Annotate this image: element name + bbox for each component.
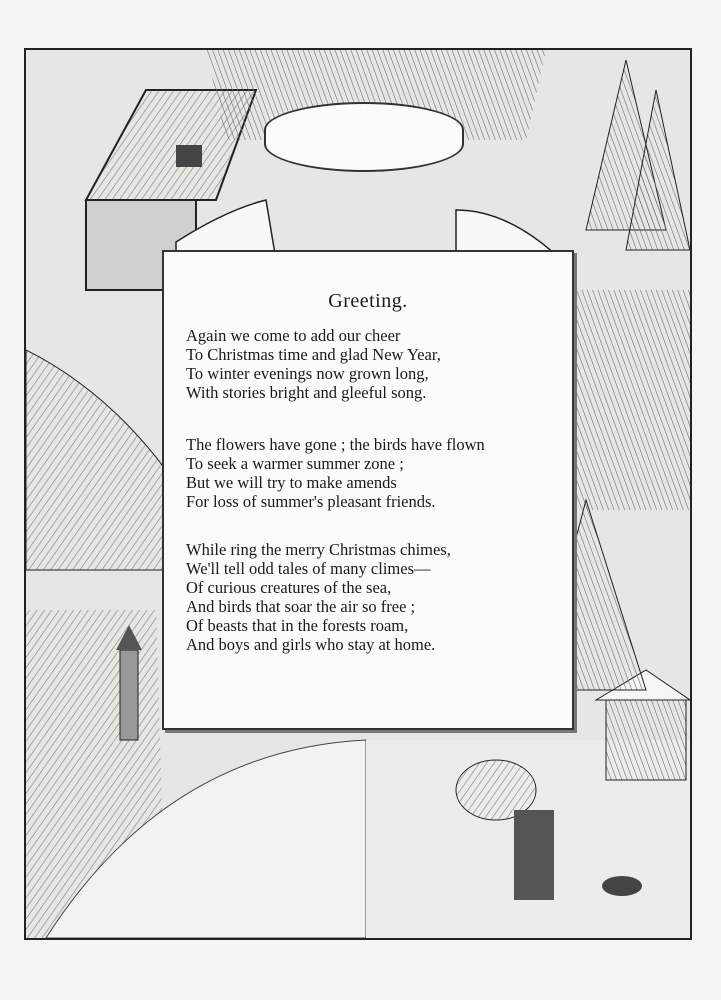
poem-line: But we will try to make amends	[186, 473, 397, 492]
title-banner	[264, 102, 464, 172]
poem-line: While ring the merry Christmas chimes,	[186, 540, 451, 559]
stanza-1	[186, 326, 558, 402]
poem-line: Of beasts that in the forests roam,	[186, 616, 409, 635]
poem-line: To winter evenings now grown long,	[186, 364, 429, 383]
poem-title: Greeting.	[328, 290, 408, 312]
poem-line: To Christmas time and glad New Year,	[186, 345, 441, 364]
stanza-3	[186, 540, 558, 654]
poem-line: And birds that soar the air so free ;	[186, 597, 416, 616]
poem-line: Of curious creatures of the sea,	[186, 578, 392, 597]
poem-line: We'll tell odd tales of many climes—	[186, 559, 431, 578]
engraving-frame	[24, 48, 692, 940]
poem-line: To seek a warmer summer zone ;	[186, 454, 404, 473]
poem-scroll	[162, 250, 574, 730]
poem-line: For loss of summer's pleasant friends.	[186, 492, 436, 511]
poem-line: And boys and girls who stay at home.	[186, 635, 436, 654]
poem-line: Again we come to add our cheer	[186, 326, 401, 345]
stanza-2	[186, 435, 558, 511]
poem-line: With stories bright and gleeful song.	[186, 383, 427, 402]
poem-line: The flowers have gone ; the birds have flown	[186, 435, 485, 454]
